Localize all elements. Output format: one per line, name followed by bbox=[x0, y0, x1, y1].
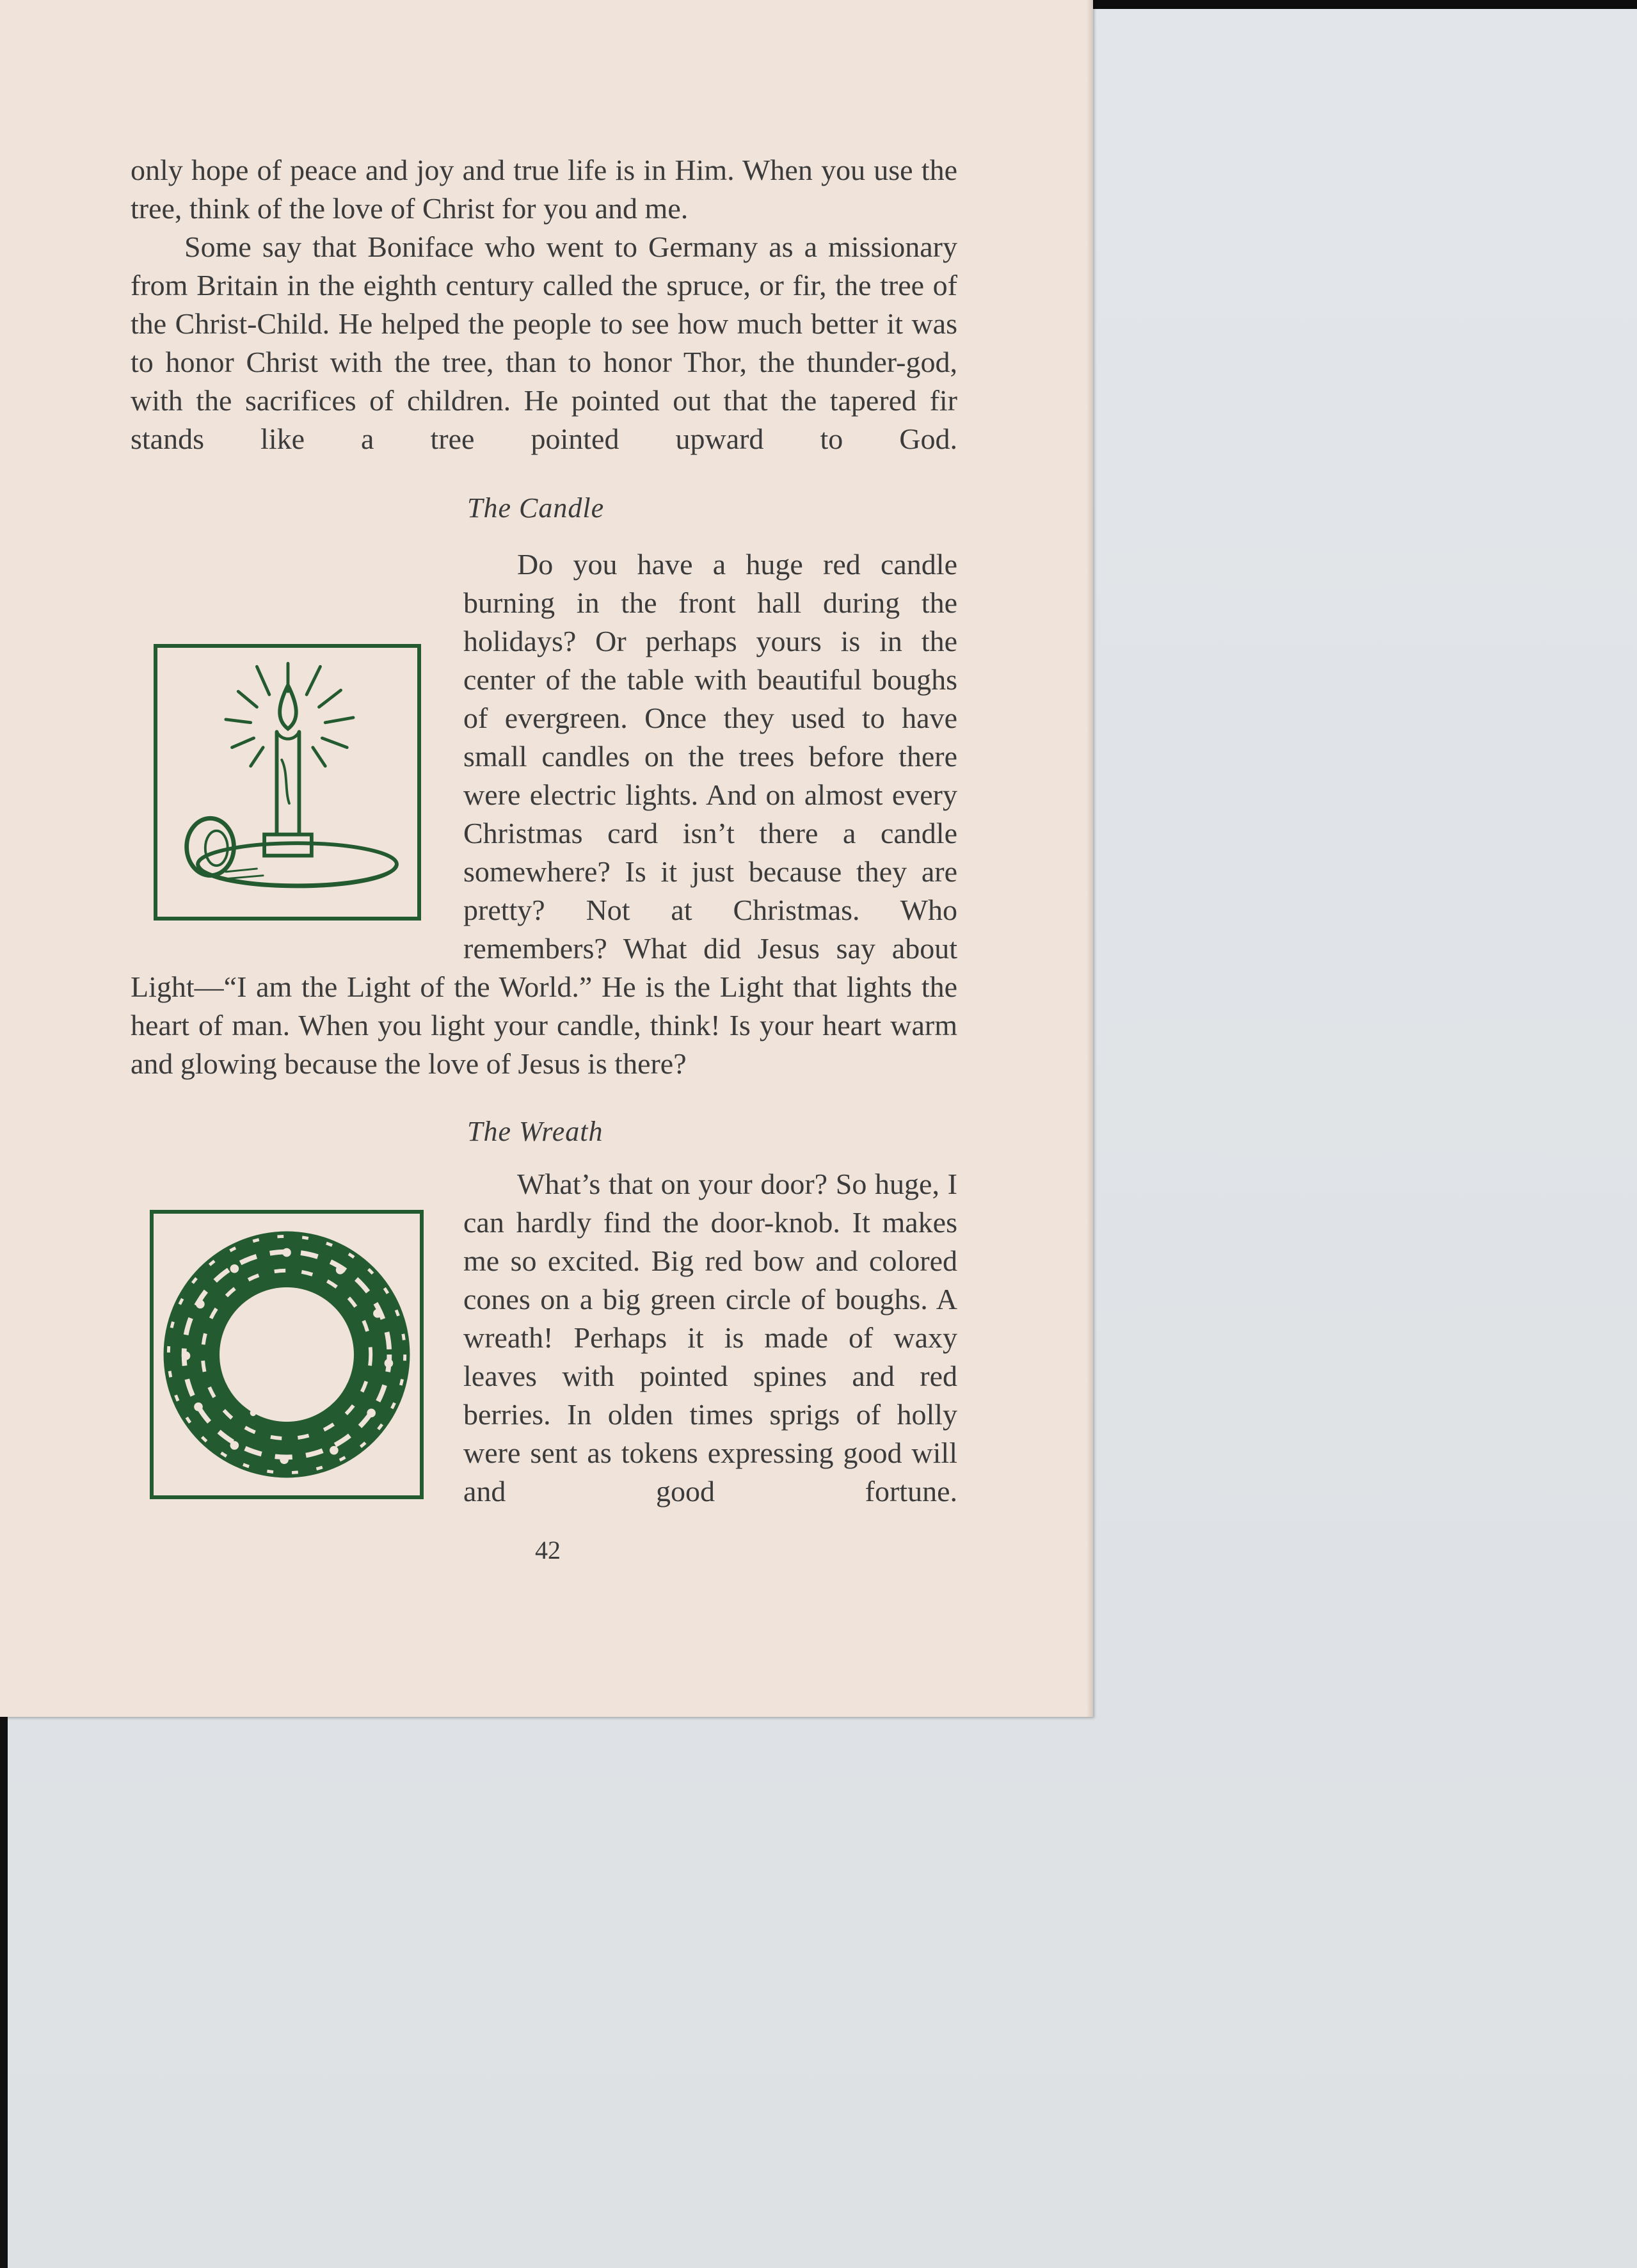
scanner-edge-top bbox=[1088, 0, 1637, 9]
wreath-icon bbox=[154, 1214, 420, 1495]
candle-full-text: Light—“I am the Light of the World.” He is the Light that lights the heart of man. When you light your candle, think! Is your heart warm and glowing because the love of Jesus is there? bbox=[131, 970, 957, 1080]
heading-the-wreath: The Wreath bbox=[467, 1116, 603, 1147]
paragraph-1: only hope of peace and joy and true life is in Him. When you use the tree, think of the love of Christ for you and me. bbox=[131, 154, 957, 225]
wreath-illustration bbox=[150, 1210, 424, 1499]
candle-side-text: Do you have a huge red candle burning in the front hall during the holidays? Or perhaps yours is in the center of the table with beautiful boughs of evergreen. Once they used to have small candles on the trees before there were electric lights. And on almost every Christmas card isn’t there a candle somewhere? Is it just because they are pretty? Not at Christmas. Who remembers? What did Jesus say about bbox=[463, 548, 957, 965]
candle-illustration bbox=[154, 644, 421, 921]
scanner-edge-left bbox=[0, 1716, 8, 2268]
candle-icon bbox=[157, 648, 417, 917]
page-number: 42 bbox=[535, 1536, 561, 1564]
heading-the-candle: The Candle bbox=[467, 492, 605, 524]
paragraph-2: Some say that Boniface who went to Germany as a missionary from Britain in the eighth century called the spruce, or fir, the tree of the Christ-Child. He helped the people to see how much better it was to honor Christ with the tree, than to honor Thor, the thunder-god, with the sacrifices of children. He pointed out that the tapered fir stands like a tree pointed upward to God. bbox=[131, 230, 957, 455]
wreath-side-text: What’s that on your door? So huge, I can hardly find the door-knob. It makes me so excited. Big red bow and colored cones on a big green circle of boughs. A wreath! Perhaps it is made of waxy leaves with pointed spines and red berries. In olden times sprigs of holly were sent as tokens expressing good will and good fortune. bbox=[463, 1168, 957, 1508]
